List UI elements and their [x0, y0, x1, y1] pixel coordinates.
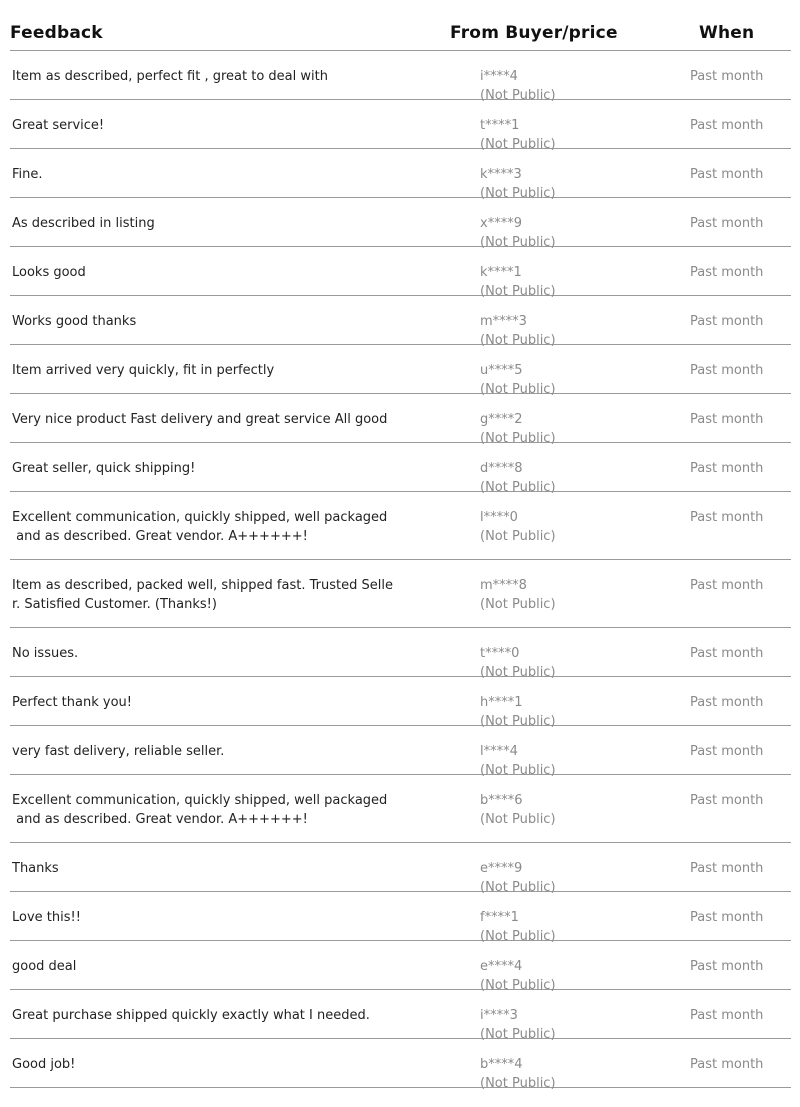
feedback-comment: Item as described, packed well, shipped fast. Trusted Selle r. Satisfied Customer. (Thanks!)	[12, 578, 393, 612]
buyer-id: h****1	[480, 695, 523, 710]
buyer-id: g****2	[480, 412, 523, 427]
table-row	[10, 677, 791, 729]
buyer-id: b****6	[480, 793, 523, 808]
feedback-when: Past month	[690, 1008, 764, 1023]
table-row	[10, 296, 791, 348]
buyer-id: k****1	[480, 265, 522, 280]
table-row	[10, 198, 791, 250]
table-row	[10, 149, 791, 201]
buyer-visibility: (Not Public)	[480, 431, 556, 446]
buyer-visibility: (Not Public)	[480, 929, 556, 944]
feedback-comment: Great seller, quick shipping!	[12, 461, 196, 476]
buyer-visibility: (Not Public)	[480, 1027, 556, 1042]
buyer-visibility: (Not Public)	[480, 137, 556, 152]
feedback-comment: Very nice product Fast delivery and great service All good	[12, 412, 388, 427]
feedback-comment: No issues.	[12, 646, 79, 661]
buyer-visibility: (Not Public)	[480, 333, 556, 348]
feedback-comment: Great service!	[12, 118, 105, 133]
feedback-comment: Works good thanks	[12, 314, 137, 329]
feedback-when: Past month	[690, 1057, 764, 1072]
feedback-when: Past month	[690, 118, 764, 133]
feedback-comment: Perfect thank you!	[12, 695, 132, 710]
feedback-comment: As described in listing	[12, 216, 155, 231]
feedback-comment: Fine.	[12, 167, 43, 182]
feedback-when: Past month	[690, 695, 764, 710]
buyer-visibility: (Not Public)	[480, 529, 556, 544]
feedback-comment: Looks good	[12, 265, 86, 280]
buyer-cell	[480, 791, 556, 829]
table-row	[10, 394, 791, 446]
table-row	[10, 51, 791, 103]
table-row	[10, 345, 791, 397]
buyer-visibility: (Not Public)	[480, 978, 556, 993]
feedback-comment: Great purchase shipped quickly exactly what I needed.	[12, 1008, 370, 1023]
buyer-visibility: (Not Public)	[480, 714, 556, 729]
buyer-id: t****1	[480, 118, 520, 133]
table-row	[10, 892, 791, 944]
feedback-comment: Item arrived very quickly, fit in perfectly	[12, 363, 275, 378]
table-row	[10, 843, 791, 895]
buyer-id: m****3	[480, 314, 527, 329]
buyer-id: m****8	[480, 578, 527, 593]
table-row	[10, 990, 791, 1042]
feedback-when: Past month	[690, 578, 764, 593]
buyer-visibility: (Not Public)	[480, 812, 556, 827]
feedback-table	[10, 0, 791, 1091]
table-row	[10, 492, 791, 560]
feedback-when: Past month	[690, 363, 764, 378]
table-row	[10, 628, 791, 680]
feedback-when: Past month	[690, 412, 764, 427]
feedback-comment: Good job!	[12, 1057, 76, 1072]
feedback-when: Past month	[690, 910, 764, 925]
buyer-visibility: (Not Public)	[480, 235, 556, 250]
feedback-when: Past month	[690, 646, 764, 661]
table-header	[10, 0, 791, 51]
buyer-visibility: (Not Public)	[480, 1076, 556, 1091]
buyer-id: i****3	[480, 1008, 518, 1023]
buyer-id: d****8	[480, 461, 523, 476]
column-header-feedback: Feedback	[10, 23, 103, 43]
buyer-id: e****4	[480, 959, 523, 974]
buyer-visibility: (Not Public)	[480, 88, 556, 103]
feedback-comment: Love this!!	[12, 910, 81, 925]
feedback-when: Past month	[690, 861, 764, 876]
buyer-cell	[480, 576, 556, 614]
buyer-visibility: (Not Public)	[480, 880, 556, 895]
column-header-when: When	[699, 23, 755, 43]
feedback-when: Past month	[690, 461, 764, 476]
feedback-when: Past month	[690, 959, 764, 974]
buyer-visibility: (Not Public)	[480, 763, 556, 778]
feedback-comment: Thanks	[12, 861, 59, 876]
table-row	[10, 775, 791, 843]
feedback-when: Past month	[690, 265, 764, 280]
buyer-id: l****0	[480, 510, 518, 525]
buyer-visibility: (Not Public)	[480, 665, 556, 680]
buyer-id: e****9	[480, 861, 523, 876]
table-row	[10, 1039, 791, 1091]
buyer-id: u****5	[480, 363, 523, 378]
feedback-when: Past month	[690, 69, 764, 84]
feedback-when: Past month	[690, 510, 764, 525]
feedback-comment: Excellent communication, quickly shipped, well packaged and as described. Great vendor. A++++++!	[12, 793, 388, 827]
buyer-visibility: (Not Public)	[480, 480, 556, 495]
buyer-id: b****4	[480, 1057, 523, 1072]
feedback-when: Past month	[690, 167, 764, 182]
table-row	[10, 560, 791, 628]
table-row	[10, 247, 791, 299]
buyer-id: l****4	[480, 744, 518, 759]
buyer-cell	[480, 508, 556, 546]
buyer-visibility: (Not Public)	[480, 597, 556, 612]
buyer-id: k****3	[480, 167, 522, 182]
column-header-buyer: From Buyer/price	[450, 23, 618, 43]
feedback-when: Past month	[690, 314, 764, 329]
buyer-id: i****4	[480, 69, 518, 84]
feedback-comment: Excellent communication, quickly shipped, well packaged and as described. Great vendor. A++++++!	[12, 510, 388, 544]
feedback-comment: very fast delivery, reliable seller.	[12, 744, 225, 759]
table-row	[10, 100, 791, 152]
buyer-id: x****9	[480, 216, 522, 231]
feedback-comment: Item as described, perfect fit , great to deal with	[12, 69, 328, 84]
buyer-id: f****1	[480, 910, 519, 925]
feedback-when: Past month	[690, 744, 764, 759]
buyer-id: t****0	[480, 646, 520, 661]
buyer-visibility: (Not Public)	[480, 186, 556, 201]
table-row	[10, 941, 791, 993]
table-row	[10, 726, 791, 778]
table-row	[10, 443, 791, 495]
feedback-comment: good deal	[12, 959, 77, 974]
feedback-when: Past month	[690, 216, 764, 231]
buyer-cell	[480, 1055, 556, 1093]
buyer-visibility: (Not Public)	[480, 284, 556, 299]
feedback-when: Past month	[690, 793, 764, 808]
buyer-visibility: (Not Public)	[480, 382, 556, 397]
